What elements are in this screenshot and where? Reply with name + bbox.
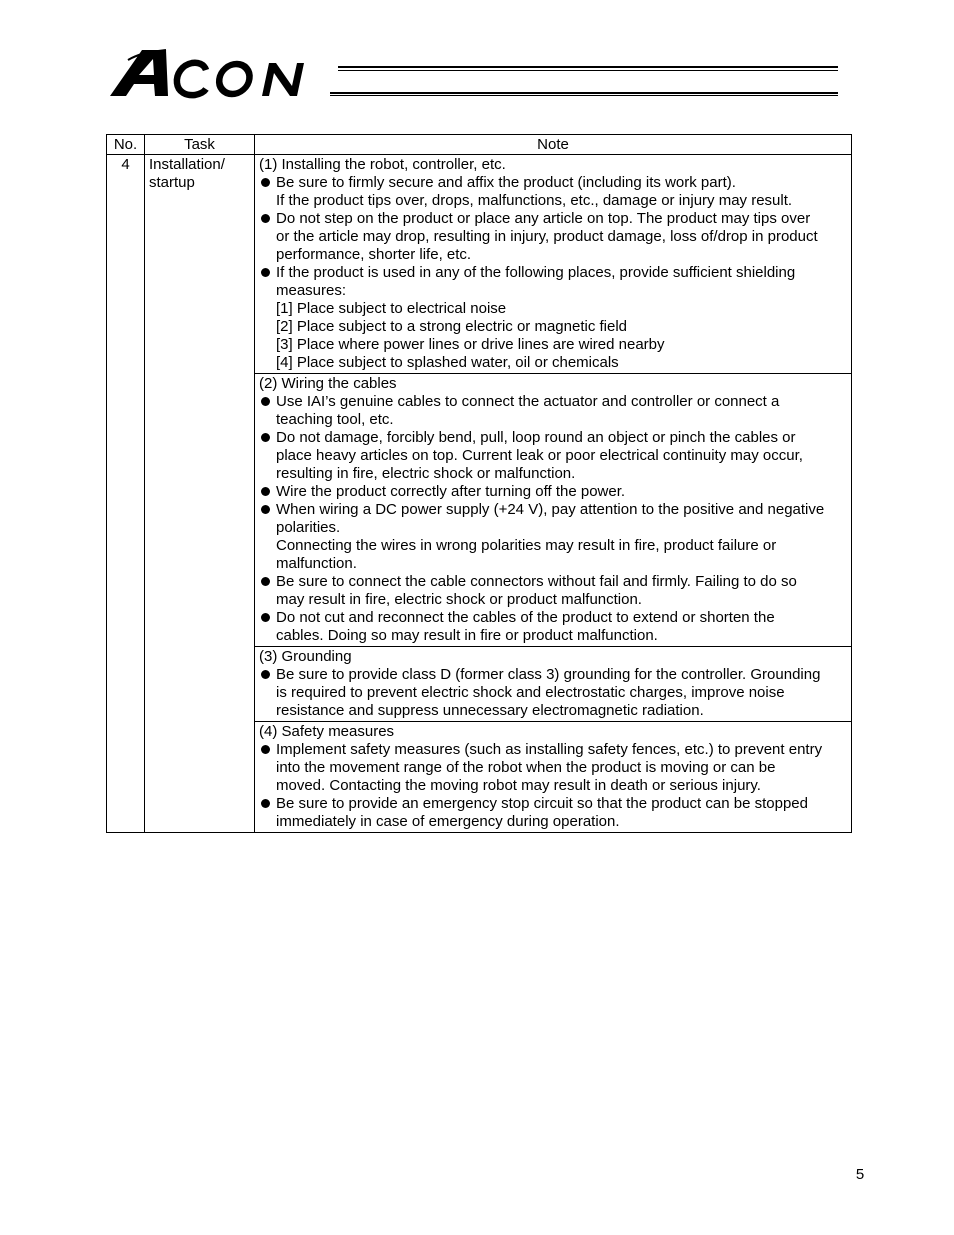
note-line: moved. Contacting the moving robot may result in death or serious injury.: [276, 777, 761, 794]
list-item: [259, 609, 847, 645]
note-line: If the product tips over, drops, malfunctions, etc., damage or injury may result.: [276, 192, 793, 209]
header-rule-thin-top: [338, 66, 838, 68]
note-line: If the product is used in any of the following places, provide sufficient shielding: [276, 264, 796, 281]
note-line: Be sure to provide class D (former class 3) grounding for the controller. Grounding: [276, 666, 821, 683]
table-header-row: [107, 135, 852, 155]
bullet-dot-icon: [261, 487, 270, 496]
note-line: Be sure to firmly secure and affix the product (including its work part).: [276, 174, 736, 191]
note-line: Use IAI’s genuine cables to connect the actuator and controller or connect a: [276, 393, 780, 410]
note-bullet-list: [259, 741, 847, 831]
note-line: [1] Place subject to electrical noise: [276, 300, 507, 317]
note-line: Be sure to provide an emergency stop circuit so that the product can be stopped: [276, 795, 808, 812]
bullet-dot-icon: [261, 214, 270, 223]
note-section-title: (4) Safety measures: [259, 723, 395, 740]
bullet-dot-icon: [261, 505, 270, 514]
note-line: into the movement range of the robot when the product is moving or can be: [276, 759, 776, 776]
note-line: Wire the product correctly after turning off the power.: [276, 483, 626, 500]
bullet-dot-icon: [261, 178, 270, 187]
bullet-dot-icon: [261, 397, 270, 406]
note-line: polarities.: [276, 519, 341, 536]
note-bullet-list: [259, 174, 847, 372]
list-item: [259, 666, 847, 720]
column-header-note: Note: [255, 135, 852, 155]
table-row: [107, 155, 852, 374]
note-section-title: (2) Wiring the cables: [259, 375, 397, 392]
note-line: is required to prevent electric shock and electrostatic charges, improve noise: [276, 684, 785, 701]
note-line: [2] Place subject to a strong electric or magnetic field: [276, 318, 628, 335]
list-item: [259, 483, 847, 501]
list-item: [259, 264, 847, 372]
note-line: When wiring a DC power supply (+24 V), pay attention to the positive and negative: [276, 501, 825, 518]
bullet-dot-icon: [261, 613, 270, 622]
note-line: performance, shorter life, etc.: [276, 246, 472, 263]
note-line: Do not cut and reconnect the cables of the product to extend or shorten the: [276, 609, 775, 626]
header-rule-hairline-bottom: [330, 95, 838, 96]
list-item: [259, 174, 847, 210]
bullet-dot-icon: [261, 799, 270, 808]
bullet-dot-icon: [261, 670, 270, 679]
note-section-safety: [255, 722, 852, 833]
list-item: [259, 741, 847, 795]
note-line: teaching tool, etc.: [276, 411, 394, 428]
task-line: startup: [149, 174, 195, 191]
acon-logo: [108, 46, 338, 100]
list-item: [259, 429, 847, 483]
bullet-dot-icon: [261, 577, 270, 586]
bullet-dot-icon: [261, 433, 270, 442]
note-line: immediately in case of emergency during operation.: [276, 813, 620, 830]
page-header: [108, 46, 840, 100]
note-line: Connecting the wires in wrong polarities may result in fire, product failure or: [276, 537, 777, 554]
list-item: [259, 393, 847, 429]
note-line: cables. Doing so may result in fire or product malfunction.: [276, 627, 658, 644]
column-header-task: Task: [145, 135, 255, 155]
note-section-installing: [255, 155, 852, 374]
note-line: place heavy articles on top. Current leak or poor electrical continuity may occur,: [276, 447, 803, 464]
note-line: malfunction.: [276, 555, 357, 572]
bullet-dot-icon: [261, 745, 270, 754]
page-number: 5: [855, 1166, 865, 1183]
note-line: Do not step on the product or place any article on top. The product may tips over: [276, 210, 811, 227]
note-line: Be sure to connect the cable connectors without fail and firmly. Failing to do so: [276, 573, 797, 590]
list-item: [259, 573, 847, 609]
safety-notes-table: [106, 134, 852, 833]
note-line: resulting in fire, electric shock or malfunction.: [276, 465, 576, 482]
column-header-no: No.: [107, 135, 145, 155]
note-line: Do not damage, forcibly bend, pull, loop round an object or pinch the cables or: [276, 429, 796, 446]
task-line: Installation/: [149, 156, 225, 173]
note-section-grounding: [255, 647, 852, 722]
note-line: resistance and suppress unnecessary electromagnetic radiation.: [276, 702, 704, 719]
row-task: [145, 155, 255, 833]
note-line: may result in fire, electric shock or product malfunction.: [276, 591, 642, 608]
header-rules: [330, 64, 838, 96]
note-section-title: (1) Installing the robot, controller, etc.: [259, 156, 506, 173]
note-line: [4] Place subject to splashed water, oil or chemicals: [276, 354, 619, 371]
note-line: measures:: [276, 282, 347, 299]
bullet-dot-icon: [261, 268, 270, 277]
note-line: [3] Place where power lines or drive lines are wired nearby: [276, 336, 665, 353]
note-bullet-list: [259, 666, 847, 720]
list-item: [259, 210, 847, 264]
note-section-wiring: [255, 374, 852, 647]
note-line: or the article may drop, resulting in injury, product damage, loss of/drop in product: [276, 228, 818, 245]
list-item: [259, 501, 847, 573]
note-line: Implement safety measures (such as installing safety fences, etc.) to prevent entry: [276, 741, 823, 758]
header-rule-bottom: [330, 92, 838, 94]
header-rule-hairline-top: [338, 70, 838, 71]
row-number: 4: [107, 155, 145, 833]
note-section-title: (3) Grounding: [259, 648, 352, 665]
list-item: [259, 795, 847, 831]
note-bullet-list: [259, 393, 847, 645]
